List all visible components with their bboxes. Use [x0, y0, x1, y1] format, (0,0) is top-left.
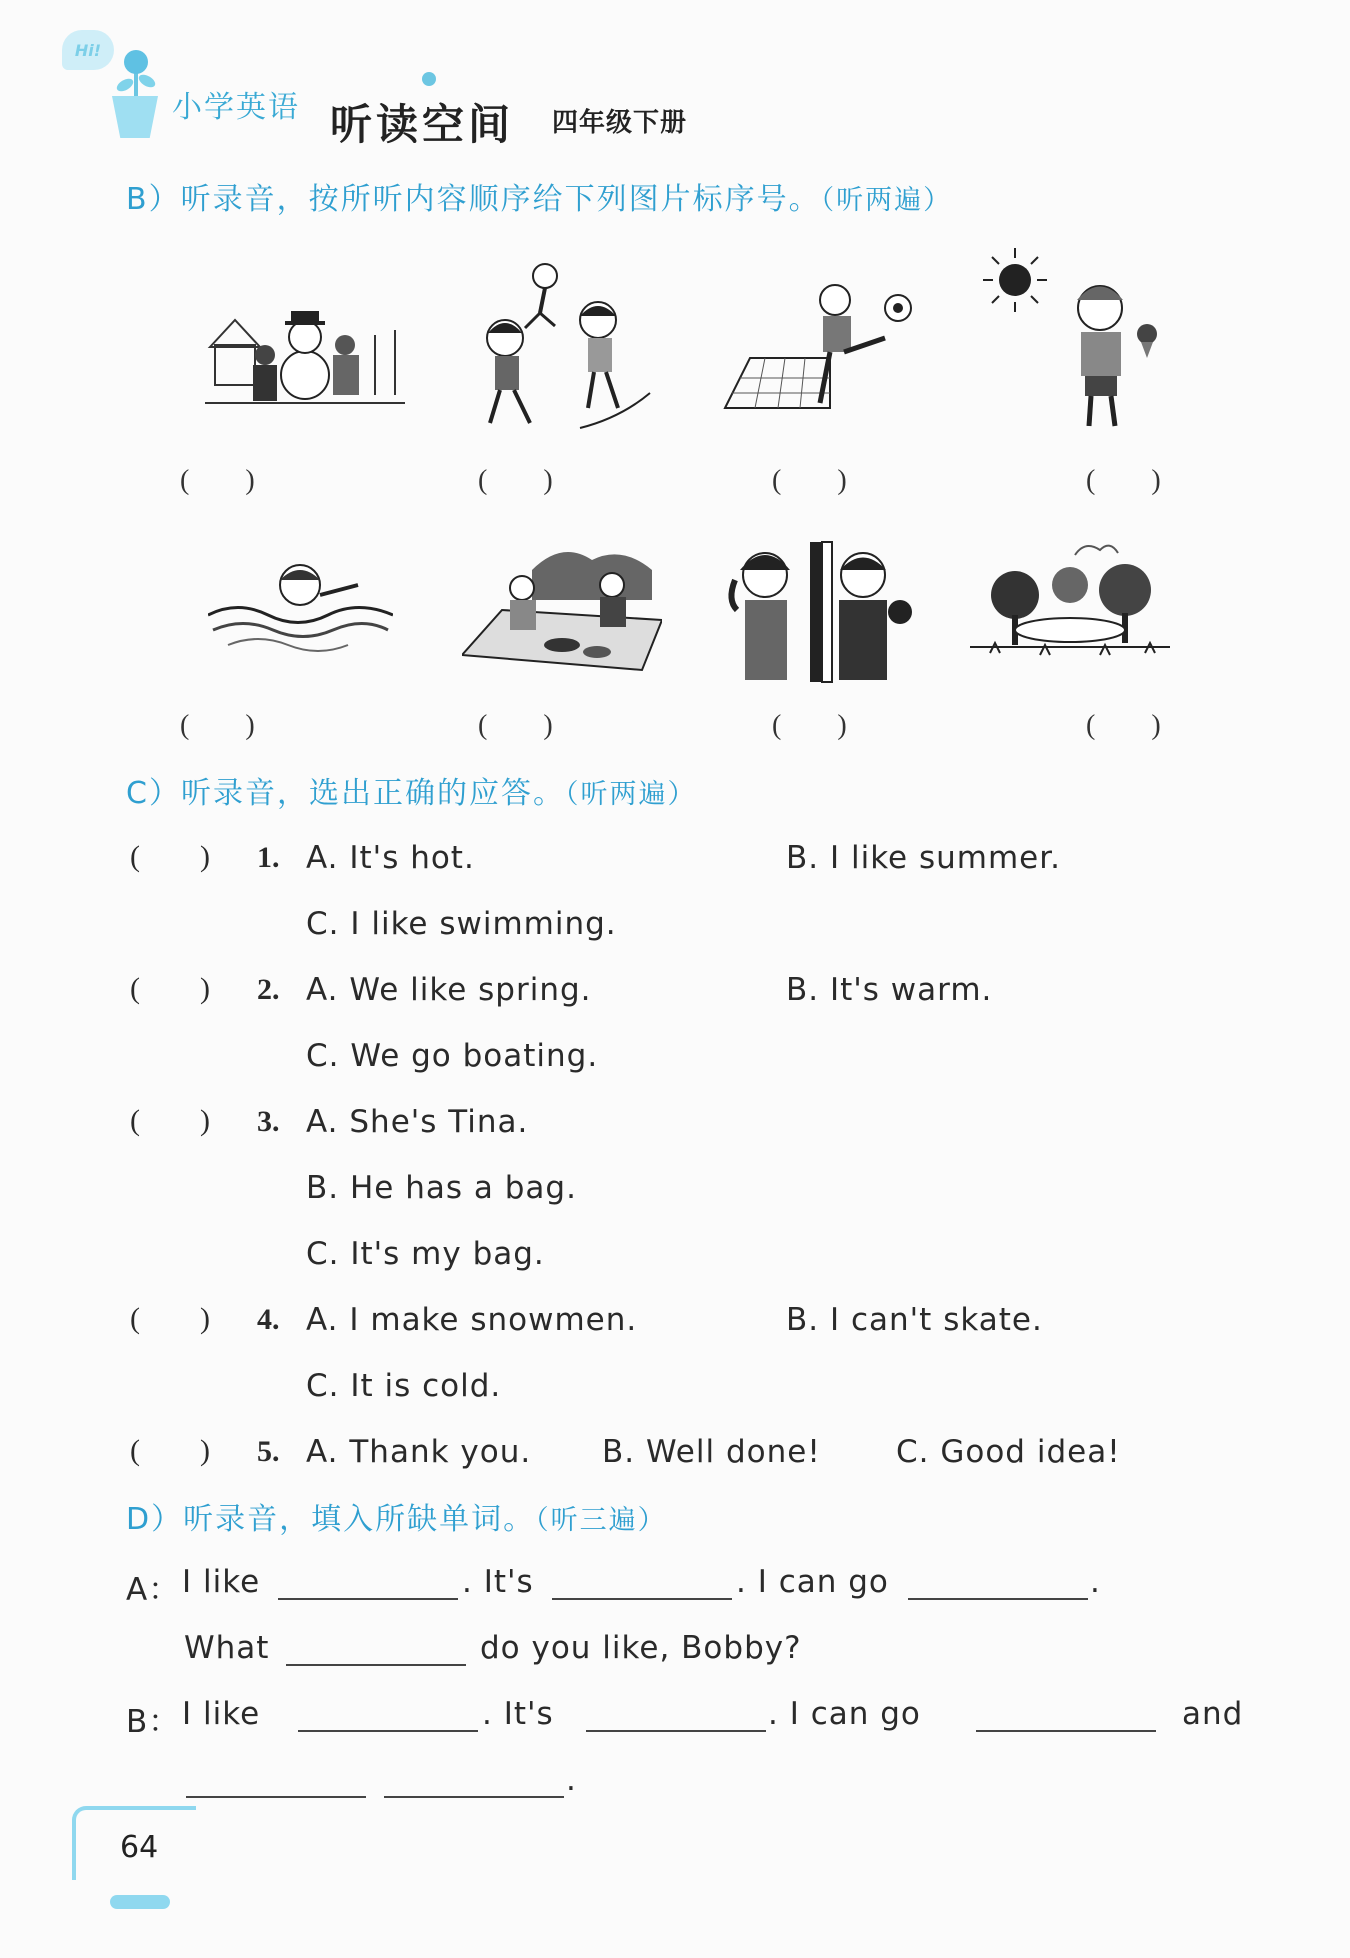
dialog-b-text-4: and [1182, 1696, 1244, 1732]
leaf-icon [115, 76, 136, 94]
section-b-title [126, 174, 952, 218]
answer-paren-4[interactable]: ( ) [1086, 465, 1161, 496]
q4-option-b[interactable]: B. I can't skate. [786, 1302, 1043, 1338]
q5-option-b[interactable]: B. Well done! [602, 1434, 821, 1470]
answer-paren-3[interactable]: ( ) [772, 465, 847, 496]
q2-number: 2. [257, 973, 280, 1006]
football-boy-picture [720, 278, 920, 428]
q3-number: 3. [257, 1105, 280, 1138]
dialog-b-text-2: . It's [482, 1696, 554, 1732]
fill-blank-3[interactable] [908, 1598, 1088, 1600]
q2-option-b[interactable]: B. It's warm. [786, 972, 993, 1008]
dialog-b-text-5: . [566, 1762, 577, 1798]
dialog-a-text-2: . It's [462, 1564, 534, 1600]
q1-option-c[interactable]: C. I like swimming. [306, 906, 617, 942]
swimming-boy-picture [208, 555, 393, 655]
header-grade: 四年级下册 [552, 108, 688, 138]
answer-paren-7[interactable]: ( ) [772, 710, 847, 741]
header-title: 听读空间 [330, 100, 515, 149]
page-number: 64 [120, 1830, 159, 1865]
snowman-scene-picture [205, 285, 405, 425]
q1-option-b[interactable]: B. I like summer. [786, 840, 1061, 876]
fill-blank-8[interactable] [186, 1796, 366, 1798]
fill-blank-6[interactable] [586, 1730, 766, 1732]
section-b-note: （听两遍） [820, 185, 953, 216]
picnic-picture [462, 540, 662, 675]
skating-children-picture [470, 258, 660, 438]
dialog-a-text-4: . [1090, 1564, 1101, 1600]
section-b-title-text: B）听录音，按所听内容顺序给下列图片标序号。 [126, 182, 821, 217]
page-number-stand [110, 1895, 170, 1909]
decorative-dot [422, 72, 436, 86]
fill-blank-5[interactable] [298, 1730, 478, 1732]
dialog-a-text-6: do you like, Bobby? [480, 1630, 802, 1666]
fill-blank-2[interactable] [552, 1598, 732, 1600]
dialog-a-text-5: What [184, 1630, 270, 1666]
q2-option-a[interactable]: A. We like spring. [306, 972, 592, 1008]
q5-number: 5. [257, 1435, 280, 1468]
dialog-speaker-b: B： [126, 1704, 181, 1740]
section-c-title [126, 768, 696, 812]
fill-blank-1[interactable] [278, 1598, 458, 1600]
dialog-b-text-1: I like [182, 1696, 261, 1732]
school-children-picture [715, 540, 915, 685]
flower-icon [124, 50, 148, 74]
dialog-b-text-3: . I can go [768, 1696, 921, 1732]
dialog-a-text-1: I like [182, 1564, 261, 1600]
fill-blank-9[interactable] [384, 1796, 564, 1798]
q2-answer-paren[interactable]: ( ) [130, 972, 210, 1005]
dialog-speaker-a: A： [126, 1572, 181, 1608]
q4-option-a[interactable]: A. I make snowmen. [306, 1302, 638, 1338]
section-d-note: （听三遍） [535, 1505, 667, 1536]
q3-option-a[interactable]: A. She's Tina. [306, 1104, 529, 1140]
section-d-title [126, 1494, 667, 1538]
hi-bubble: Hi! [62, 30, 114, 70]
dialog-a-text-3: . I can go [736, 1564, 889, 1600]
answer-paren-1[interactable]: ( ) [180, 465, 255, 496]
q3-option-b[interactable]: B. He has a bag. [306, 1170, 577, 1206]
section-c-title-text: C）听录音，选出正确的应答。 [126, 776, 565, 811]
park-landscape-picture [970, 535, 1170, 670]
q4-number: 4. [257, 1303, 280, 1336]
answer-paren-2[interactable]: ( ) [478, 465, 553, 496]
section-d-title-text: D）听录音，填入所缺单词。 [126, 1502, 536, 1537]
leaf-icon [137, 72, 158, 90]
section-c-note: （听两遍） [564, 779, 697, 810]
q3-option-c[interactable]: C. It's my bag. [306, 1236, 545, 1272]
q5-answer-paren[interactable]: ( ) [130, 1434, 210, 1467]
q4-answer-paren[interactable]: ( ) [130, 1302, 210, 1335]
fill-blank-4[interactable] [286, 1664, 466, 1666]
q3-answer-paren[interactable]: ( ) [130, 1104, 210, 1137]
q1-number: 1. [257, 841, 280, 874]
fill-blank-7[interactable] [976, 1730, 1156, 1732]
answer-paren-6[interactable]: ( ) [478, 710, 553, 741]
q1-answer-paren[interactable]: ( ) [130, 840, 210, 873]
q5-option-a[interactable]: A. Thank you. [306, 1434, 532, 1470]
header-subtitle: 小学英语 [172, 90, 300, 125]
q2-option-c[interactable]: C. We go boating. [306, 1038, 599, 1074]
answer-paren-5[interactable]: ( ) [180, 710, 255, 741]
q4-option-c[interactable]: C. It is cold. [306, 1368, 502, 1404]
q5-option-c[interactable]: C. Good idea! [896, 1434, 1121, 1470]
ice-cream-sun-picture [965, 248, 1165, 438]
answer-paren-8[interactable]: ( ) [1086, 710, 1161, 741]
q1-option-a[interactable]: A. It's hot. [306, 840, 475, 876]
flower-pot-icon [112, 96, 158, 138]
